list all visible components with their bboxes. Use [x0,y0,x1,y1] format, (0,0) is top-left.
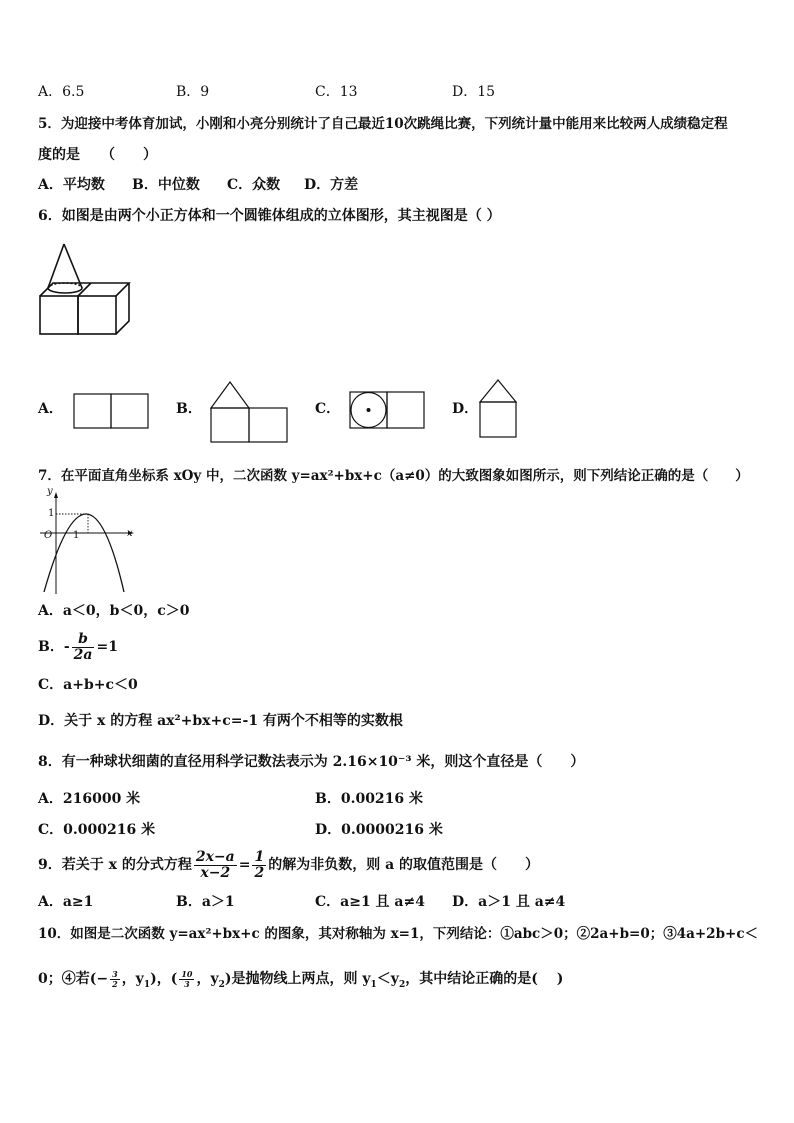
q10-subscript-1: 1 [143,979,151,990]
q4-option-c: C．13 [315,84,358,100]
q7-option-b-fraction [72,632,95,663]
q6-option-a-figure [72,392,152,430]
q10-subscript-2: 2 [218,979,225,990]
q10-point2-numerator: 10 [181,968,193,979]
q5-option-a: A．平均数 [38,177,105,193]
q10-line2-part-a: 0；④若(− [38,971,109,987]
q4-option-d: D．15 [452,84,496,100]
q10-stem-line1: 10．如图是二次函数 y=ax²+bx+c 的图象，其对称轴为 x=1，下列结论：①abc＞0；②2a+b=0；③4a+2b+c＜ [38,926,759,942]
q8-option-a: A．216000 米 [38,791,141,807]
q9-fraction-left-numerator: 2x−a [195,848,235,865]
q10-point1-fraction [110,970,120,989]
q9-fraction-left-denominator: x−2 [200,864,231,881]
q10-line2-part-e: )是抛物线上两点，则 y [224,971,371,987]
q10-stem-line2 [38,962,563,1002]
q10-line2-part-g: ，其中结论正确的是( ) [405,971,564,987]
q10-subscript-4: 2 [398,979,406,990]
q10-point2-fraction [179,970,194,989]
q10-point2-denominator: 3 [184,978,190,989]
q9-option-d: D．a＞1 且 a≠4 [452,894,566,910]
q10-line2-part-d: ，y [196,971,219,987]
q5-option-b: B．中位数 [132,177,200,193]
q7-option-b-denominator: 2a [73,646,93,663]
q4-option-a: A．6.5 [38,84,85,100]
q9-fraction-right [252,850,266,881]
q9-fraction-right-denominator: 2 [254,864,265,881]
q10-point1-denominator: 2 [112,978,118,989]
q6-solid-figure [36,240,132,338]
q5-stem-line1: 5．为迎接中考体育加试，小刚和小亮分别统计了自己最近10次跳绳比赛，下列统计量中能用来比较两人成绩稳定程 [38,116,728,132]
q6-option-c-label: C． [315,401,341,417]
q10-line2-part-b: ，y [121,971,144,987]
q9-option-a: A．a≥1 [38,894,94,910]
q4-option-b: B．9 [176,84,210,100]
q10-line2-part-c: )，( [150,971,178,987]
q8-option-d: D．0.0000216 米 [315,822,443,838]
q5-option-d: D．方差 [304,177,359,193]
q9-equals: = [238,857,251,873]
q7-option-b-prefix: B．- [38,639,70,655]
q6-option-b-label: B． [176,401,202,417]
q6-option-a-label: A． [38,401,63,417]
q9-fraction-left [194,850,237,881]
q7-parabola-graph [36,488,140,598]
q10-line2-part-f: ＜y [376,971,399,987]
q5-option-c: C．众数 [227,177,281,193]
q7-option-b-numerator: b [72,632,95,648]
q10-point1-numerator: 3 [112,968,118,979]
q9-fraction-right-numerator: 1 [254,848,265,865]
q7-option-c: C．a+b+c＜0 [38,677,138,693]
q7-stem: 7．在平面直角坐标系 xOy 中，二次函数 y=ax²+bx+c（a≠0）的大致图象如图所示，则下列结论正确的是（ ） [38,468,749,484]
q7-tick-y-label: 1 [48,508,55,519]
q6-stem: 6．如图是由两个小正方体和一个圆锥体组成的立体图形，其主视图是（ ） [38,208,501,224]
q7-x-axis-label: x [127,528,133,539]
q6-option-c-figure [348,390,428,430]
q6-option-d-figure [478,378,520,440]
q8-option-c: C．0.000216 米 [38,822,156,838]
q7-option-a: A．a＜0，b＜0，c＞0 [38,603,190,619]
q9-stem-prefix: 9．若关于 x 的分式方程 [38,857,192,873]
q9-stem [38,848,539,882]
q9-option-b: B．a＞1 [176,894,235,910]
q9-stem-suffix: 的解为非负数，则 a 的取值范围是（ ） [268,857,540,873]
q5-stem-line2: 度的是 （ ） [38,147,157,163]
q7-origin-label: O [44,530,53,541]
q7-tick-x-label: 1 [73,530,80,541]
q7-option-b-suffix: =1 [96,639,118,655]
q8-stem: 8．有一种球状细菌的直径用科学记数法表示为 2.16×10⁻³ 米，则这个直径是（ ） [38,754,585,770]
q7-option-b [38,630,118,664]
q8-option-b: B．0.00216 米 [315,791,424,807]
q10-subscript-3: 1 [370,979,377,990]
q6-option-b-figure [208,380,290,446]
q6-option-d-label: D． [452,401,479,417]
q7-y-axis-label: y [47,486,53,497]
q7-option-d: D．关于 x 的方程 ax²+bx+c=-1 有两个不相等的实数根 [38,713,403,729]
q9-option-c: C．a≥1 且 a≠4 [315,894,425,910]
